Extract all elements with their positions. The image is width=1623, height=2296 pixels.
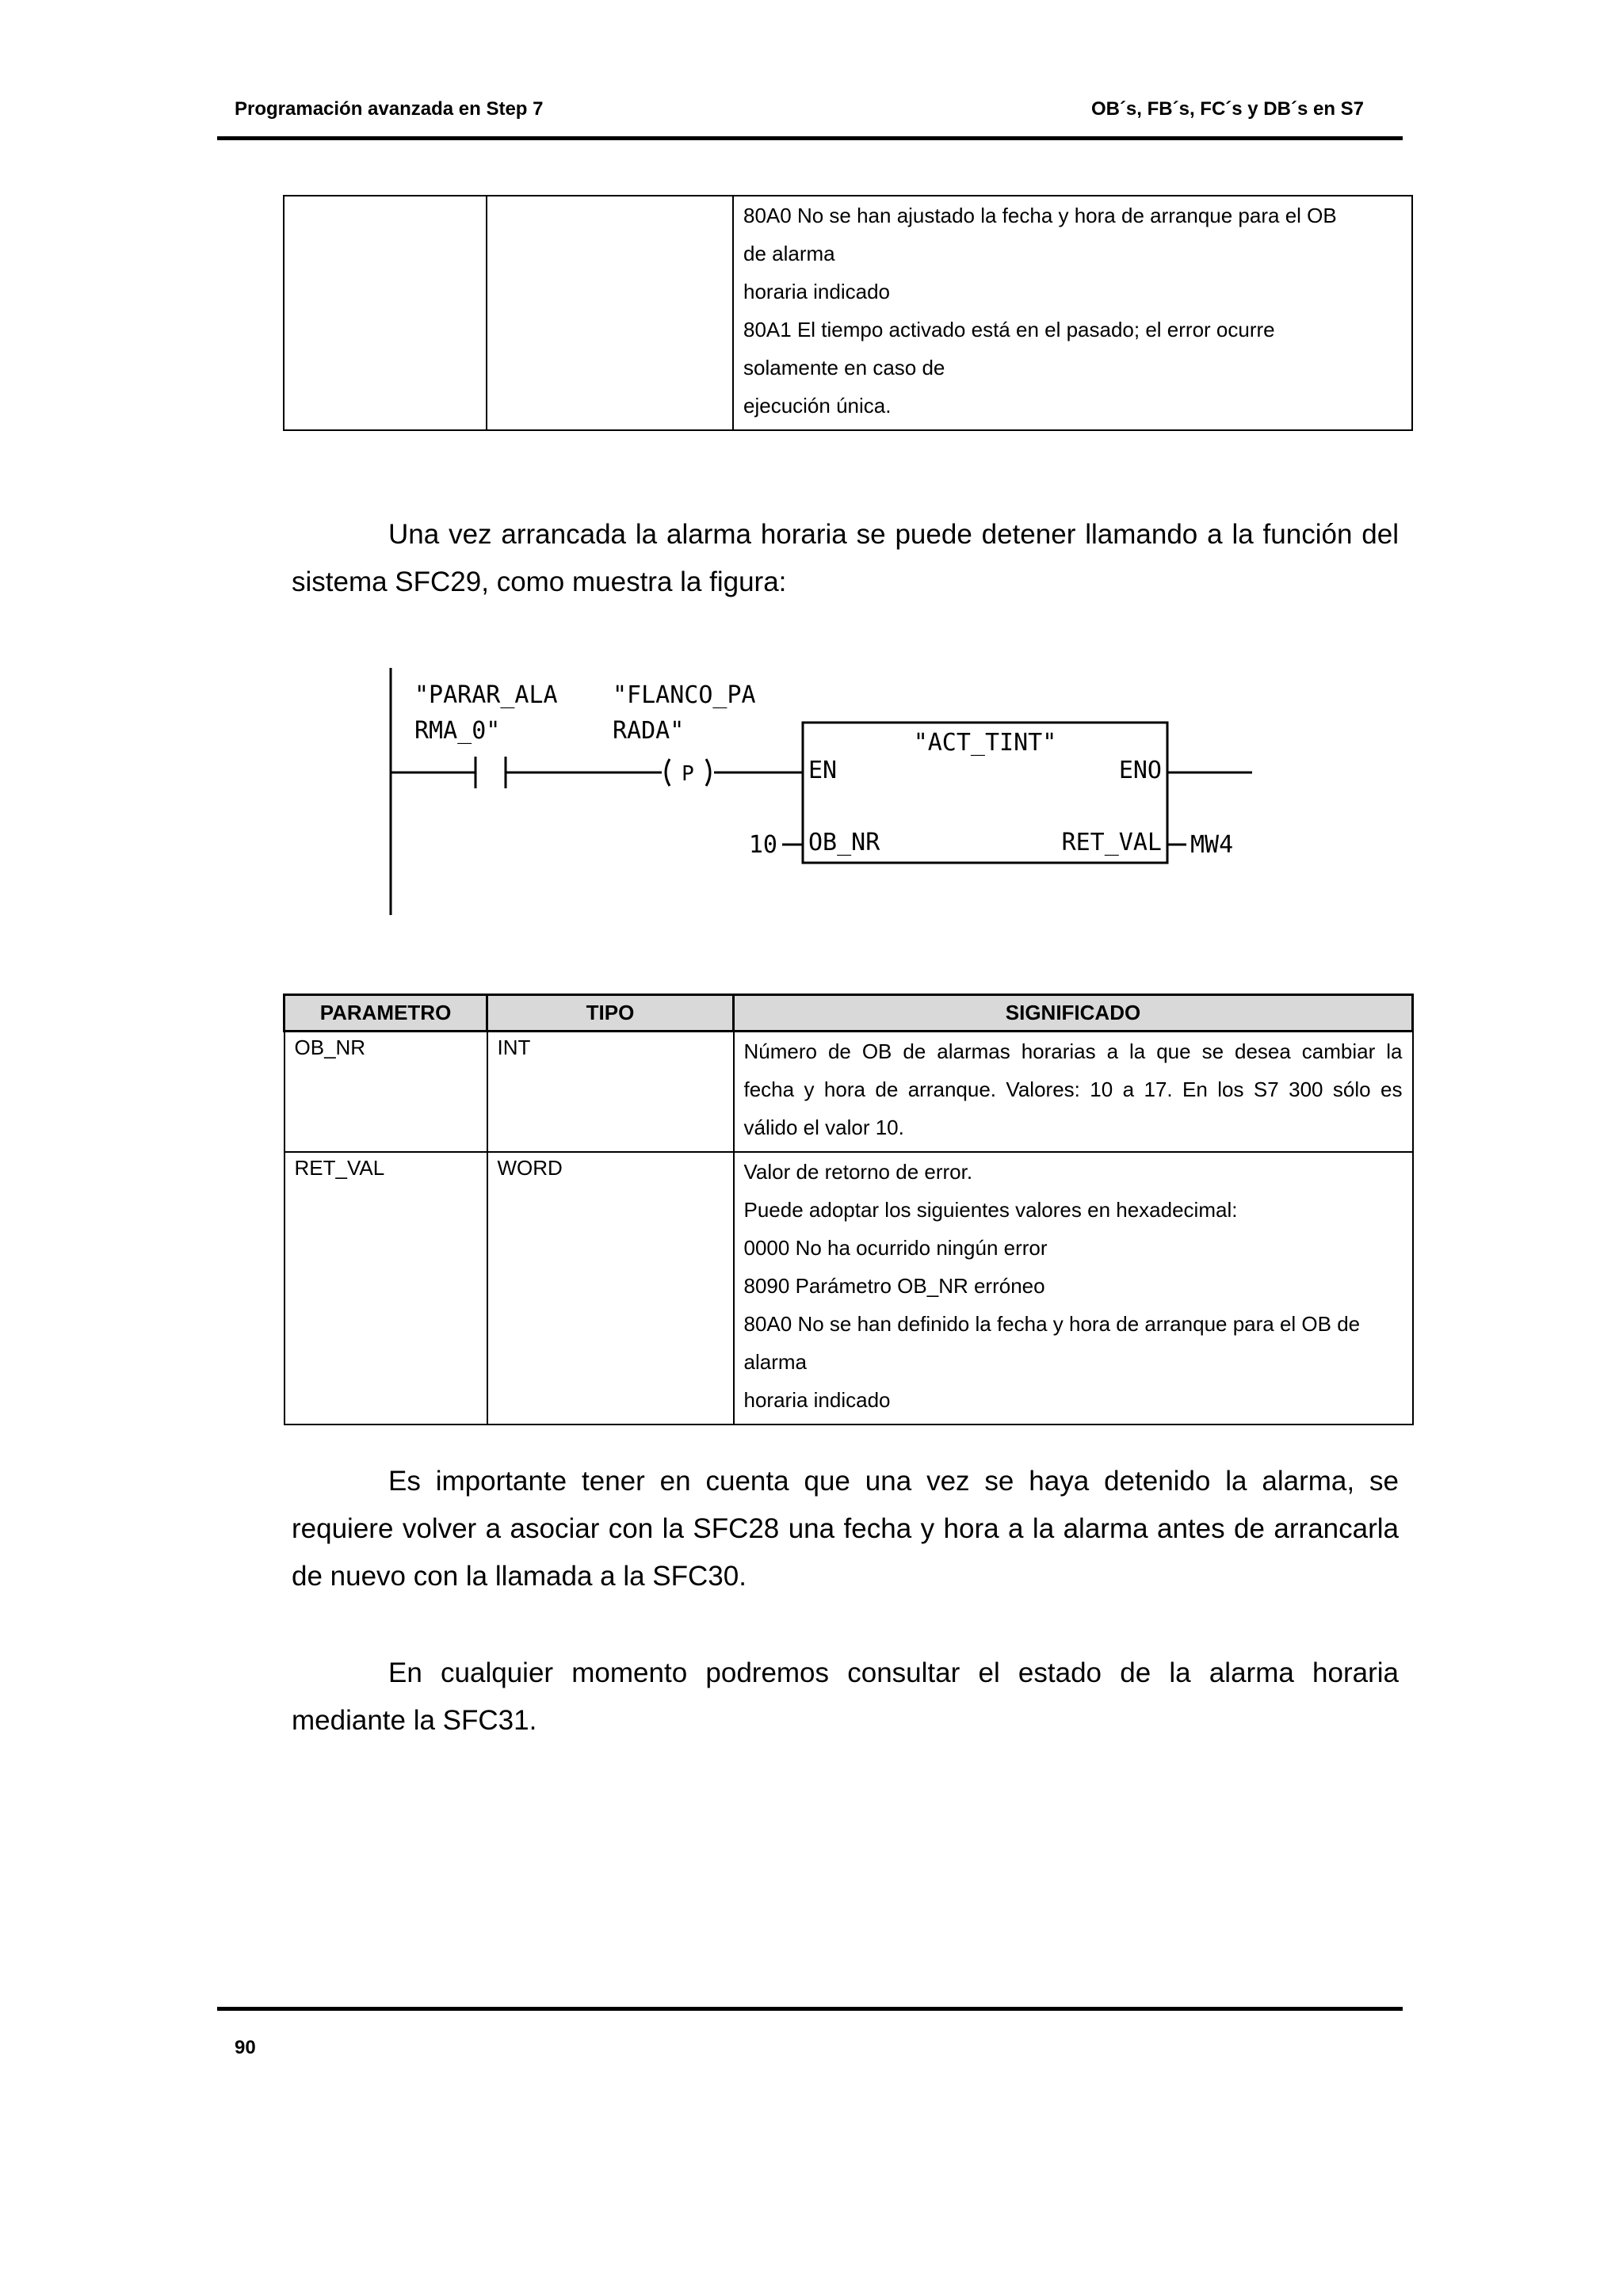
description-line: 80A1 El tiempo activado está en el pasado; el error ocurre [743, 318, 1275, 341]
table-row [285, 1032, 1413, 1153]
running-header-right: OB´s, FB´s, FC´s y DB´s en S7 [1090, 98, 1364, 120]
meaning-line: 0000 No ha ocurrido ningún error [743, 1236, 1048, 1260]
meaning-cell [734, 1032, 1413, 1153]
paragraph-line: de nuevo con la llamada a la SFC30. [292, 1561, 747, 1592]
en-pin: EN [808, 757, 838, 784]
meaning-line: Valor de retorno de error. [743, 1160, 973, 1184]
output-value: MW4 [1190, 831, 1234, 859]
meaning-line: alarma [743, 1350, 807, 1374]
block-title: "ACT_TINT" [913, 729, 1057, 757]
input-param-pin: OB_NR [808, 829, 880, 856]
description-line: ejecución única. [743, 394, 892, 418]
paragraph-line: mediante la SFC31. [292, 1705, 537, 1736]
meaning-line: fecha y hora de arranque. Valores: 10 a 17. En los S7 300 sólo es [743, 1077, 1403, 1101]
meaning-line: horaria indicado [743, 1388, 891, 1412]
column-header: PARAMETRO [285, 995, 487, 1032]
coil-right-arc [706, 759, 710, 786]
paragraph-line: En cualquier momento podremos consultar el estado de la alarma horaria [388, 1657, 1399, 1688]
meaning-line: Puede adoptar los siguientes valores en hexadecimal: [743, 1198, 1238, 1222]
paragraph-note [292, 1458, 1399, 1600]
meaning-cell [734, 1152, 1413, 1425]
description-line: de alarma [743, 242, 835, 265]
paragraph-line: sistema SFC29, como muestra la figura: [292, 566, 787, 597]
coil-left-arc [666, 759, 670, 786]
meaning-line: Número de OB de alarmas horarias a la que se desea cambiar la [743, 1039, 1403, 1063]
meaning-line: válido el valor 10. [743, 1116, 904, 1139]
meaning-line: 8090 Parámetro OB_NR erróneo [743, 1274, 1045, 1298]
coil-label-line2: RADA" [613, 717, 685, 745]
table-row [285, 1152, 1413, 1425]
paragraph-line: Es importante tener en cuenta que una vez se haya detenido la alarma, se [388, 1466, 1399, 1497]
paragraph-line: requiere volver a asociar con la SFC28 una fecha y hora a la alarma antes de arrancarla [292, 1513, 1399, 1544]
description-line: solamente en caso de [743, 356, 945, 379]
output-param-pin: RET_VAL [1061, 829, 1162, 856]
param-cell: RET_VAL [285, 1152, 487, 1425]
column-header: SIGNIFICADO [734, 995, 1413, 1032]
param-cell: OB_NR [285, 1032, 487, 1153]
description-line: 80A0 No se han ajustado la fecha y hora de arranque para el OB [743, 204, 1337, 227]
description-line: horaria indicado [743, 280, 891, 303]
paragraph-line: Una vez arrancada la alarma horaria se puede detener llamando a la función del [388, 519, 1399, 550]
column-header: TIPO [487, 995, 734, 1032]
eno-pin: ENO [1118, 757, 1162, 784]
coil-label-line1: "FLANCO_PA [613, 681, 756, 709]
input-value: 10 [748, 831, 777, 859]
meaning-line: 80A0 No se han definido la fecha y hora de arranque para el OB de [743, 1312, 1361, 1336]
type-cell: INT [487, 1032, 734, 1153]
page-number: 90 [235, 2037, 256, 2058]
contact-label-line2: RMA_0" [414, 717, 501, 745]
parameter-table [283, 994, 1414, 1425]
running-header-left: Programación avanzada en Step 7 [235, 98, 544, 120]
coil-symbol: P [682, 762, 694, 786]
type-cell: WORD [487, 1152, 734, 1425]
footer-rule [217, 2007, 1403, 2011]
paragraph-status [292, 1650, 1399, 1745]
table-header-row [285, 995, 1413, 1032]
contact-label-line1: "PARAR_ALA [414, 681, 558, 709]
